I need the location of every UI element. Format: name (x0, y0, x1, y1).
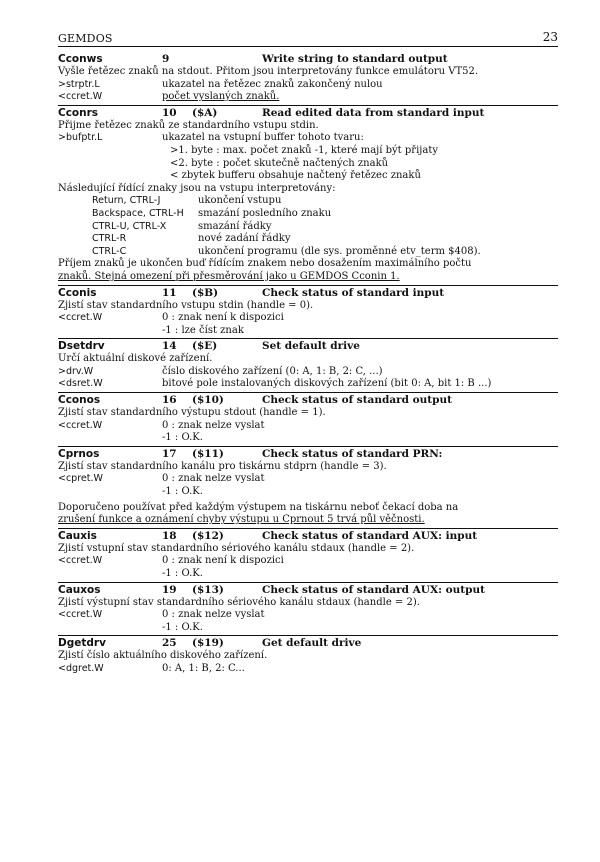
return-value: 0 : znak není k dispozici (162, 312, 284, 324)
function-title: Get default drive (262, 637, 362, 650)
control-meaning: ukončení vstupu (198, 195, 282, 207)
param-desc: číslo diskového zařízení (0: A, 1: B, 2: C, ...) (162, 365, 383, 377)
buffer-line: < zbytek bufferu obsahuje načtený řetězec znaků (170, 170, 421, 182)
buffer-line: >1. byte : max. počet znaků -1, které mají být přijaty (170, 144, 438, 156)
return-value: -1 : O.K. (162, 432, 203, 444)
function-description: Zjistí stav standardního kanálu pro tiskárnu stdprn (handle = 3). (58, 460, 387, 472)
function-name: Cconis (58, 286, 97, 299)
param-row (58, 79, 558, 92)
return-value: 0 : znak nelze vyslat (162, 419, 265, 431)
param-name: >bufptr.L (58, 132, 103, 144)
return-name: <ccret.W (58, 555, 103, 567)
function-hex: ($E) (192, 340, 218, 353)
page-number: 23 (542, 30, 558, 44)
entry-cconos (58, 392, 558, 445)
function-name: Cconws (58, 53, 103, 65)
param-row (58, 91, 558, 104)
function-name: Cauxis (58, 529, 97, 542)
param-desc: ukazatel na řetězec znaků zakončený nulou (162, 78, 383, 90)
function-number: 14 (162, 340, 177, 353)
function-number: 19 (162, 583, 177, 596)
function-description: Zjistí číslo aktuálního diskového zařízení. (58, 650, 268, 662)
entry-heading (58, 447, 558, 461)
function-number: 11 (162, 286, 177, 299)
return-row (58, 622, 558, 635)
return-value: -1 : O.K. (162, 486, 203, 498)
return-row (58, 420, 558, 433)
return-name: <ccret.W (58, 312, 103, 324)
function-number: 18 (162, 529, 177, 542)
entry-heading (58, 286, 558, 300)
function-description: Zjistí stav standardního výstupu stdout (handle = 1). (58, 407, 326, 419)
param-row (58, 366, 558, 379)
entry-heading (58, 636, 558, 650)
control-char-row (58, 233, 558, 246)
buffer-line: <2. byte : počet skutečně načtených znaků (170, 157, 389, 169)
param-row (58, 132, 558, 145)
param-name: <ccret.W (58, 91, 103, 103)
manual-page (58, 30, 558, 676)
function-title: Read edited data from standard input (262, 106, 485, 119)
return-value: 0 : znak nelze vyslat (162, 609, 265, 621)
control-char-row (58, 208, 558, 221)
return-row (58, 555, 558, 568)
function-hex: ($10) (192, 394, 224, 407)
param-row (58, 378, 558, 391)
control-char-row (58, 221, 558, 234)
return-name: <dgret.W (58, 662, 104, 674)
entry-heading (58, 393, 558, 407)
function-number: 17 (162, 447, 177, 460)
function-title: Check status of standard input (262, 286, 445, 299)
function-description: Vyšle řetězec znaků na stdout. Přitom jsou interpretovány funkce emulátoru VT52. (58, 66, 479, 77)
return-row (58, 325, 558, 338)
entry-heading (58, 339, 558, 353)
param-desc: bitové pole instalovaných diskových zařízení (bit 0: A, bit 1: B ...) (162, 378, 492, 390)
entry-cprnos (58, 446, 558, 527)
return-row (58, 473, 558, 486)
note-line: Doporučeno používat před každým výstupem na tiskárnu neboť čekací doba na (58, 501, 459, 513)
control-meaning: nové zadání řádky (198, 233, 291, 245)
param-name: >strptr.L (58, 78, 100, 90)
running-title: GEMDOS (58, 32, 113, 45)
return-value: 0 : znak nelze vyslat (162, 473, 265, 485)
function-hex: ($13) (192, 583, 224, 596)
return-row (58, 486, 558, 499)
entry-cauxis (58, 528, 558, 581)
function-name: Cprnos (58, 447, 100, 460)
function-hex: ($11) (192, 447, 224, 460)
return-row (58, 609, 558, 622)
return-value: -1 : lze číst znak (162, 324, 244, 336)
control-meaning: smazání posledního znaku (198, 207, 332, 219)
function-name: Cauxos (58, 583, 101, 596)
return-value: -1 : O.K. (162, 568, 203, 579)
function-description: Zjistí výstupní stav standardního sériového kanálu stdaux (handle = 2). (58, 596, 420, 608)
entry-cauxos (58, 582, 558, 635)
function-number: 10 (162, 106, 177, 119)
return-name: <ccret.W (58, 609, 103, 621)
function-number: 9 (162, 53, 170, 65)
control-key: Return, CTRL-J (92, 195, 161, 207)
function-title: Write string to standard output (262, 53, 448, 65)
return-value: 0 : znak není k dispozici (162, 555, 284, 567)
control-meaning: smazání řádky (198, 220, 272, 232)
control-meaning: ukončení programu (dle sys. proměnné etv_term $408). (198, 245, 481, 257)
note-line: Příjem znaků je ukončen buď řídícím znakem nebo dosažením maximálního počtu (58, 258, 472, 270)
param-desc: počet vyslaných znaků. (162, 91, 280, 103)
function-number: 25 (162, 637, 177, 650)
return-row (58, 312, 558, 325)
return-row (58, 663, 558, 676)
return-value: 0: A, 1: B, 2: C... (162, 662, 245, 674)
entry-heading (58, 583, 558, 597)
control-key: CTRL-C (92, 245, 127, 257)
function-description: Zjistí vstupní stav standardního sériového kanálu stdaux (handle = 2). (58, 542, 415, 554)
entry-dgetdrv (58, 635, 558, 675)
function-description: Zjistí stav standardního vstupu stdin (handle = 0). (58, 299, 314, 311)
param-desc: ukazatel na vstupní buffer tohoto tvaru: (162, 132, 364, 144)
note-line: znaků. Stejná omezení při přesměrování jako u GEMDOS Cconin 1. (58, 270, 400, 282)
function-name: Cconos (58, 394, 101, 407)
page-header (58, 30, 558, 47)
return-value: -1 : O.K. (162, 621, 203, 633)
function-hex: ($12) (192, 529, 224, 542)
function-title: Check status of standard PRN: (262, 447, 443, 460)
function-number: 16 (162, 394, 177, 407)
function-name: Dsetdrv (58, 340, 105, 353)
function-name: Cconrs (58, 106, 99, 119)
function-title: Check status of standard AUX: output (262, 583, 485, 596)
control-key: Backspace, CTRL-H (92, 207, 184, 219)
control-char-row (58, 195, 558, 208)
function-title: Set default drive (262, 340, 360, 353)
function-description: Přijme řetězec znaků ze standardního vstupu stdin. (58, 119, 319, 131)
function-title: Check status of standard output (262, 394, 452, 407)
entry-cconws (58, 52, 558, 104)
entry-heading (58, 52, 558, 66)
param-name: <dsret.W (58, 378, 103, 390)
entry-cconis (58, 285, 558, 338)
entry-heading (58, 529, 558, 543)
note-line: zrušení funkce a oznámení chyby výstupu u Cprnout 5 trvá půl věčnosti. (58, 514, 425, 526)
function-name: Dgetdrv (58, 637, 106, 650)
control-key: CTRL-U, CTRL-X (92, 220, 167, 232)
return-name: <ccret.W (58, 419, 103, 431)
function-description: Určí aktuální diskové zařízení. (58, 353, 213, 365)
control-key: CTRL-R (92, 233, 127, 245)
control-char-row (58, 246, 558, 259)
function-title: Check status of standard AUX: input (262, 529, 478, 542)
function-hex: ($B) (192, 286, 219, 299)
return-row (58, 568, 558, 581)
function-hex: ($A) (192, 106, 218, 119)
return-row (58, 432, 558, 445)
param-name: >drv.W (58, 365, 94, 377)
control-chars-intro: Následující řídící znaky jsou na vstupu interpretovány: (58, 182, 336, 194)
entry-heading (58, 106, 558, 120)
return-name: <cpret.W (58, 473, 103, 485)
entry-dsetdrv (58, 338, 558, 391)
entry-cconrs (58, 105, 558, 284)
function-hex: ($19) (192, 637, 224, 650)
